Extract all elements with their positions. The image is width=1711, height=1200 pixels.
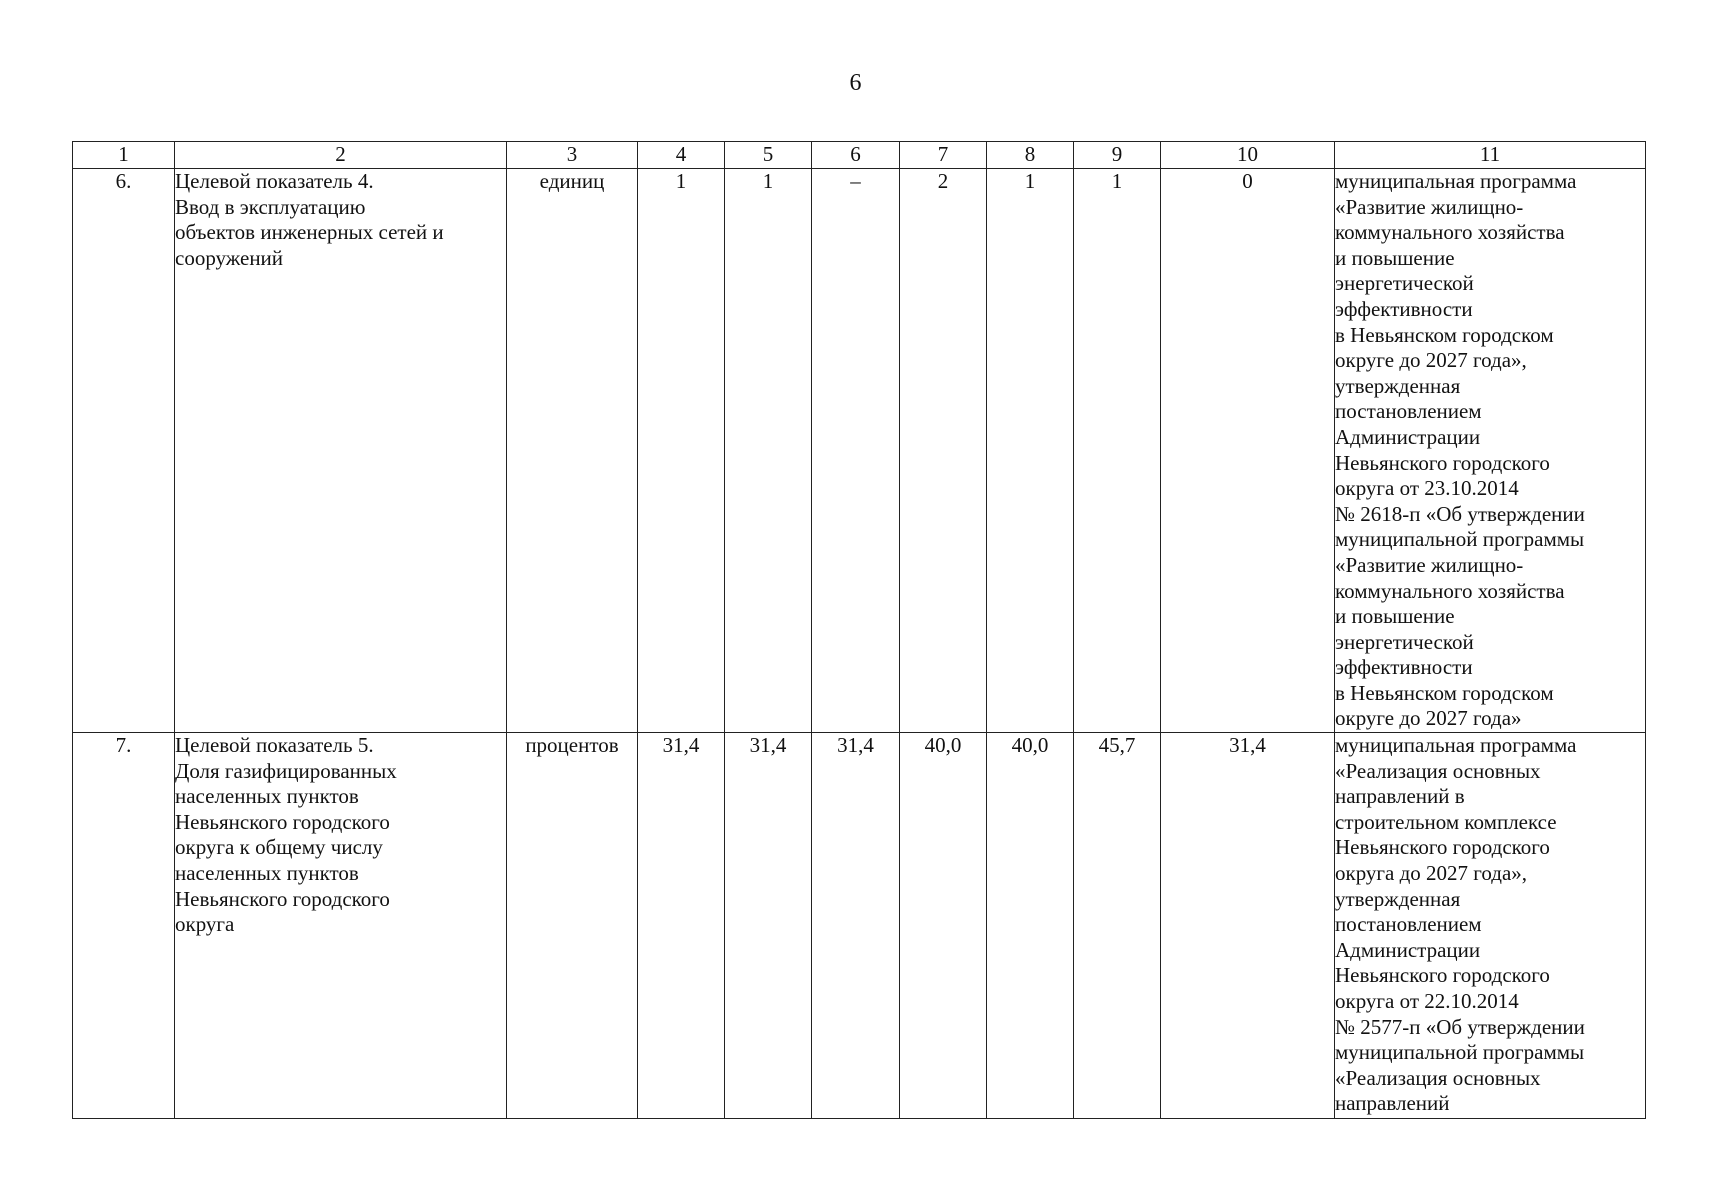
program-line: Невьянского городского (1335, 835, 1550, 860)
program-line: «Реализация основных (1335, 1065, 1541, 1090)
value-cell: 40,0 (900, 733, 987, 1119)
indicator-cell (175, 169, 507, 733)
value-cell: 31,4 (812, 733, 900, 1119)
program-line: «Реализация основных (1335, 758, 1541, 783)
program-line: в Невьянском городском (1335, 680, 1554, 705)
program-line: округа до 2027 года», (1335, 861, 1528, 886)
value-cell: 45,7 (1074, 733, 1161, 1119)
value-cell: 1 (725, 169, 812, 733)
program-cell (1335, 733, 1646, 1119)
column-number-cell: 6 (812, 142, 900, 169)
value-cell: 31,4 (638, 733, 725, 1119)
program-line: «Развитие жилищно- (1335, 194, 1524, 219)
program-line: округе до 2027 года», (1335, 348, 1527, 373)
column-number-cell: 9 (1074, 142, 1161, 169)
program-line: округе до 2027 года» (1335, 706, 1522, 731)
program-line: утвержденная (1335, 886, 1461, 911)
indicator-line: округа к общему числу (175, 835, 383, 860)
program-line: Администрации (1335, 937, 1481, 962)
indicator-line: населенных пунктов (175, 861, 359, 886)
value-cell: 31,4 (725, 733, 812, 1119)
indicator-line: Доля газифицированных (175, 758, 397, 783)
program-line: направлений (1335, 1091, 1450, 1116)
program-line: Невьянского городского (1335, 450, 1550, 475)
row-number: 6. (73, 169, 175, 733)
program-line: округа от 23.10.2014 (1335, 476, 1519, 501)
program-line: постановлением (1335, 912, 1482, 937)
program-line: коммунального хозяйства (1335, 578, 1565, 603)
column-number-cell: 3 (507, 142, 638, 169)
indicator-line: округа (175, 912, 235, 937)
column-number-cell: 11 (1335, 142, 1646, 169)
indicator-cell (175, 733, 507, 1119)
column-number-cell: 5 (725, 142, 812, 169)
table-row (73, 733, 1646, 1119)
program-line: муниципальная программа (1335, 733, 1577, 758)
indicator-line: Целевой показатель 5. (175, 733, 374, 758)
indicator-line: Невьянского городского (175, 886, 390, 911)
value-cell: 0 (1161, 169, 1335, 733)
program-cell (1335, 169, 1646, 733)
value-cell: 2 (900, 169, 987, 733)
program-line: направлений в (1335, 784, 1465, 809)
program-line: коммунального хозяйства (1335, 220, 1565, 245)
value-cell: 40,0 (987, 733, 1074, 1119)
program-line: эффективности (1335, 655, 1473, 680)
column-number-cell: 10 (1161, 142, 1335, 169)
value-cell: – (812, 169, 900, 733)
program-line: Невьянского городского (1335, 963, 1550, 988)
column-number-cell: 8 (987, 142, 1074, 169)
indicator-line: объектов инженерных сетей и (175, 220, 444, 245)
program-line: постановлением (1335, 399, 1482, 424)
column-number-cell: 2 (175, 142, 507, 169)
value-cell: 1 (638, 169, 725, 733)
indicator-line: сооружений (175, 245, 284, 270)
column-number-row (73, 142, 1646, 169)
program-line: № 2618-п «Об утверждении (1335, 501, 1585, 526)
program-line: округа от 22.10.2014 (1335, 989, 1519, 1013)
column-number-cell: 7 (900, 142, 987, 169)
indicator-line: Целевой показатель 4. (175, 169, 374, 193)
column-number-cell: 4 (638, 142, 725, 169)
program-line: и повышение (1335, 604, 1455, 629)
program-line: «Развитие жилищно- (1335, 552, 1524, 577)
program-line: утвержденная (1335, 373, 1461, 398)
unit-cell: процентов (507, 733, 638, 1119)
indicator-line: Невьянского городского (175, 809, 390, 834)
indicator-line: населенных пунктов (175, 784, 359, 809)
program-line: энергетической (1335, 271, 1474, 296)
indicator-line: Ввод в эксплуатацию (175, 194, 366, 219)
value-cell: 1 (1074, 169, 1161, 733)
column-number-cell: 1 (73, 142, 175, 169)
unit-cell: единиц (507, 169, 638, 733)
value-cell: 31,4 (1161, 733, 1335, 1119)
page-number: 6 (849, 70, 862, 96)
program-line: муниципальной программы (1335, 527, 1585, 552)
program-line: муниципальной программы (1335, 1040, 1585, 1065)
indicators-table (72, 141, 1646, 1119)
row-number: 7. (73, 733, 175, 1119)
program-line: № 2577-п «Об утверждении (1335, 1014, 1585, 1039)
program-line: эффективности (1335, 296, 1473, 321)
program-line: муниципальная программа (1335, 169, 1577, 193)
program-line: энергетической (1335, 629, 1474, 654)
program-line: строительном комплексе (1335, 809, 1557, 834)
table-row (73, 169, 1646, 733)
value-cell: 1 (987, 169, 1074, 733)
program-line: и повышение (1335, 245, 1455, 270)
program-line: в Невьянском городском (1335, 322, 1554, 347)
program-line: Администрации (1335, 424, 1481, 449)
